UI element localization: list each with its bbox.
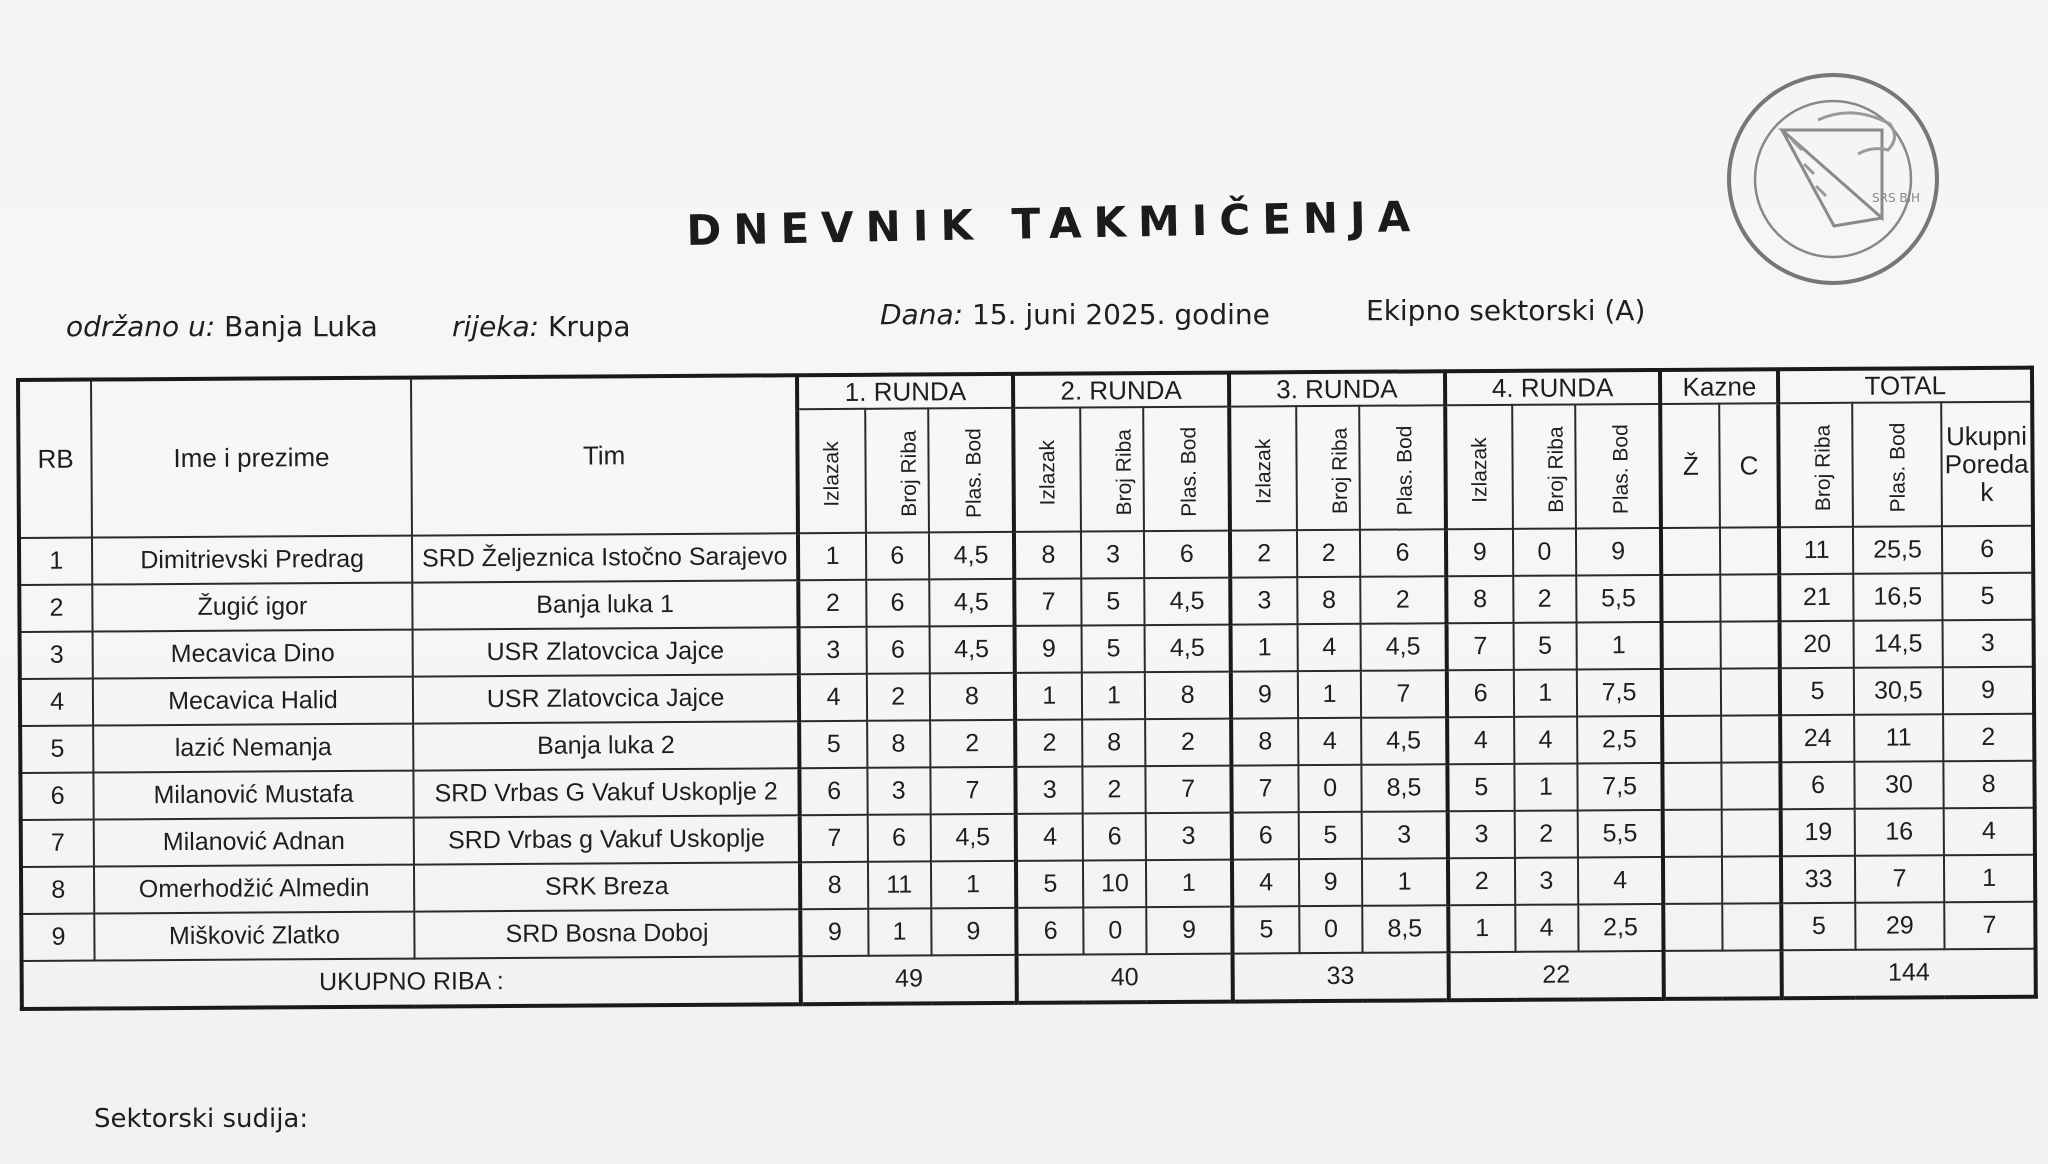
cell-r4-plas-bod: 7,5	[1577, 669, 1663, 717]
subheader-r4-plas-bod	[1575, 404, 1661, 529]
subheader-r2-plas-bod-text: Plas. Bod	[1177, 426, 1202, 517]
cell-r3-izlazak: 7	[1231, 765, 1298, 812]
subheader-ukupni-poredak	[1941, 402, 2033, 527]
cell-r4-plas-bod: 5,5	[1578, 810, 1664, 858]
cell-r2-izlazak: 4	[1016, 813, 1083, 860]
cell-r4-izlazak: 2	[1448, 858, 1515, 905]
header-round-2: 2. RUNDA	[1013, 373, 1229, 408]
cell-name: Žugić igor	[93, 583, 413, 632]
cell-r2-izlazak: 5	[1016, 860, 1083, 907]
cell-rb: 2	[19, 585, 93, 632]
cell-rb: 1	[19, 538, 93, 585]
subheader-kazne-c: C	[1720, 403, 1780, 527]
cell-r3-broj-riba: 0	[1299, 906, 1362, 953]
cell-r4-broj-riba: 2	[1514, 810, 1577, 857]
cell-team: USR Zlatovcica Jajce	[412, 627, 799, 676]
cell-rb: 5	[20, 726, 94, 773]
header-rb: RB	[18, 380, 92, 538]
cell-kazne-z	[1663, 857, 1722, 904]
cell-team: SRD Bosna Doboj	[414, 909, 801, 958]
cell-r3-broj-riba: 0	[1298, 765, 1361, 812]
subheader-kazne-z: Ž	[1661, 404, 1721, 528]
cell-team: SRD Vrbas G Vakuf Uskoplje 2	[413, 768, 800, 817]
subheader-r2-plas-bod	[1144, 407, 1230, 532]
cell-rank: 7	[1944, 902, 2035, 950]
header-round-3: 3. RUNDA	[1229, 371, 1445, 406]
cell-name: Mecavica Halid	[93, 677, 413, 726]
cell-kazne-c	[1721, 621, 1780, 668]
subheader-r2-izlazak	[1013, 407, 1081, 531]
subheader-r2-izlazak-text: Izlazak	[1036, 439, 1060, 505]
subheader-ukupni-line-1: Ukupni	[1945, 420, 2028, 452]
cell-r3-broj-riba: 8	[1297, 577, 1360, 624]
cell-r1-izlazak: 7	[800, 815, 867, 862]
header-round-1: 1. RUNDA	[797, 374, 1013, 409]
cell-total-bod: 30,5	[1853, 667, 1943, 715]
subheader-r3-plas-bod	[1359, 405, 1445, 530]
subheader-r3-broj-riba-text: Broj Riba	[1328, 427, 1353, 514]
cell-r3-plas-bod: 8,5	[1362, 764, 1448, 812]
cell-total-riba: 5	[1780, 668, 1854, 715]
cell-r2-plas-bod: 3	[1146, 813, 1232, 861]
cell-r2-broj-riba: 1	[1082, 672, 1145, 719]
cell-r4-izlazak: 7	[1446, 623, 1513, 670]
cell-total-bod: 25,5	[1853, 526, 1943, 574]
subheader-total-riba-text: Broj Riba	[1811, 424, 1836, 511]
rijeka-label: rijeka:	[452, 310, 540, 343]
cell-r4-broj-riba: 2	[1513, 575, 1576, 622]
cell-r4-broj-riba: 1	[1514, 669, 1577, 716]
cell-r1-broj-riba: 1	[868, 908, 931, 955]
cell-r1-plas-bod: 4,5	[930, 814, 1016, 862]
subheader-total-bod	[1852, 402, 1942, 527]
footer-label: UKUPNO RIBA :	[22, 956, 802, 1009]
cell-rb: 6	[20, 773, 94, 820]
cell-name: Milanović Adnan	[94, 818, 414, 867]
cell-r3-izlazak: 2	[1230, 530, 1297, 577]
cell-r3-plas-bod: 1	[1362, 858, 1448, 906]
cell-total-bod: 7	[1855, 855, 1945, 903]
competition-table	[16, 366, 2038, 1011]
cell-r3-broj-riba: 4	[1298, 624, 1361, 671]
cell-r3-broj-riba: 4	[1298, 718, 1361, 765]
cell-r2-plas-bod: 8	[1145, 672, 1231, 720]
cell-r1-izlazak: 9	[801, 909, 868, 956]
footer-round-4-total: 22	[1448, 951, 1664, 1000]
cell-r2-plas-bod: 7	[1146, 766, 1232, 814]
subheader-r2-broj-riba	[1081, 407, 1145, 531]
cell-r2-broj-riba: 2	[1083, 766, 1146, 813]
cell-r1-izlazak: 8	[800, 862, 867, 909]
association-stamp-icon	[1722, 68, 1944, 290]
cell-r1-broj-riba: 3	[867, 767, 930, 814]
rijeka-value: Krupa	[548, 310, 631, 343]
cell-r3-plas-bod: 8,5	[1362, 905, 1448, 953]
cell-r1-broj-riba: 8	[867, 720, 930, 767]
odrzano-value: Banja Luka	[224, 310, 378, 343]
cell-r3-plas-bod: 4,5	[1361, 623, 1447, 671]
cell-r1-izlazak: 3	[799, 627, 866, 674]
cell-r4-broj-riba: 4	[1515, 904, 1578, 951]
cell-total-riba: 24	[1780, 715, 1854, 762]
river-info	[452, 310, 631, 343]
cell-r4-izlazak: 8	[1446, 576, 1513, 623]
cell-rank: 4	[1944, 808, 2035, 856]
cell-r3-izlazak: 4	[1232, 859, 1299, 906]
cell-r1-izlazak: 4	[799, 674, 866, 721]
cell-r1-broj-riba: 11	[868, 861, 931, 908]
cell-r2-izlazak: 9	[1015, 625, 1082, 672]
subheader-r1-izlazak	[798, 409, 866, 533]
cell-r3-izlazak: 8	[1231, 718, 1298, 765]
cell-rb: 4	[20, 679, 94, 726]
footer-round-3-total: 33	[1232, 952, 1448, 1001]
cell-r4-plas-bod: 9	[1576, 528, 1662, 576]
cell-r1-broj-riba: 6	[866, 579, 929, 626]
cell-kazne-z	[1662, 622, 1721, 669]
cell-rank: 2	[1943, 714, 2034, 762]
cell-kazne-c	[1722, 809, 1781, 856]
cell-r1-izlazak: 1	[798, 533, 865, 580]
cell-r2-plas-bod: 6	[1144, 531, 1230, 579]
header-team: Tim	[411, 375, 799, 535]
cell-rank: 1	[1944, 855, 2035, 903]
cell-r2-broj-riba: 0	[1084, 907, 1147, 954]
cell-r4-plas-bod: 2,5	[1578, 904, 1664, 952]
cell-name: Dimitrievski Predrag	[92, 536, 412, 585]
subheader-r4-broj-riba	[1512, 404, 1576, 528]
cell-total-bod: 29	[1855, 902, 1945, 950]
cell-r2-izlazak: 6	[1016, 907, 1083, 954]
cell-r1-plas-bod: 4,5	[929, 579, 1015, 627]
footer-kazne-total	[1664, 950, 1782, 999]
subheader-r1-izlazak-text: Izlazak	[820, 440, 844, 507]
footer-round-1-total: 49	[801, 955, 1017, 1004]
cell-team: SRD Željeznica Istočno Sarajevo	[412, 533, 799, 582]
cell-r1-plas-bod: 8	[930, 673, 1016, 721]
cell-total-bod: 30	[1854, 761, 1944, 809]
cell-team: Banja luka 2	[413, 721, 800, 770]
cell-r3-plas-bod: 7	[1361, 670, 1447, 718]
cell-r1-broj-riba: 6	[867, 814, 930, 861]
cell-total-bod: 16,5	[1853, 573, 1943, 621]
cell-rb: 3	[20, 632, 94, 679]
cell-r2-broj-riba: 5	[1082, 578, 1145, 625]
subheader-r1-plas-bod-text: Plas. Bod	[961, 427, 986, 518]
cell-total-riba: 11	[1779, 527, 1853, 574]
footer-grand-total: 144	[1782, 949, 2036, 999]
subheader-r4-broj-riba-text: Broj Riba	[1544, 425, 1568, 513]
cell-r2-plas-bod: 9	[1147, 907, 1233, 955]
cell-r3-plas-bod: 6	[1360, 529, 1446, 577]
cell-r4-izlazak: 3	[1447, 811, 1514, 858]
cell-name: Mišković Zlatko	[95, 912, 415, 961]
dana-value: 15. juni 2025. godine	[971, 298, 1270, 331]
cell-r2-broj-riba: 3	[1081, 531, 1144, 578]
cell-rb: 7	[21, 820, 95, 867]
subheader-r2-broj-riba-text: Broj Riba	[1112, 428, 1137, 515]
cell-r1-plas-bod: 2	[930, 720, 1016, 768]
cell-kazne-c	[1723, 903, 1782, 950]
subheader-r4-izlazak	[1445, 405, 1513, 529]
subheader-r3-izlazak-text: Izlazak	[1251, 438, 1276, 504]
cell-total-bod: 16	[1854, 808, 1944, 856]
odrzano-label: održano u:	[66, 310, 216, 343]
stamp-text: SRS BiH	[1872, 191, 1920, 205]
cell-kazne-c	[1721, 668, 1780, 715]
cell-team: USR Zlatovcica Jajce	[413, 674, 800, 723]
cell-rb: 9	[21, 914, 95, 961]
cell-kazne-c	[1720, 527, 1779, 574]
cell-r3-broj-riba: 5	[1299, 812, 1362, 859]
cell-r4-plas-bod: 5,5	[1576, 575, 1662, 623]
cell-r1-izlazak: 5	[800, 721, 867, 768]
cell-r3-broj-riba: 1	[1298, 671, 1361, 718]
page-title: DNEVNIK TAKMIČENJA	[686, 191, 1423, 255]
cell-rank: 8	[1944, 761, 2035, 809]
cell-kazne-z	[1663, 763, 1722, 810]
cell-r4-broj-riba: 4	[1514, 716, 1577, 763]
subheader-ukupni-line-3: k	[1980, 476, 1994, 508]
header-total: TOTAL	[1778, 368, 2032, 404]
cell-rank: 5	[1942, 573, 2033, 621]
cell-r1-plas-bod: 4,5	[929, 532, 1015, 580]
header-kazne: Kazne	[1660, 369, 1778, 404]
subheader-r3-izlazak	[1229, 406, 1297, 530]
cell-r3-broj-riba: 2	[1297, 530, 1360, 577]
cell-rank: 6	[1942, 526, 2033, 574]
cell-kazne-z	[1662, 575, 1721, 622]
cell-r4-plas-bod: 1	[1576, 622, 1662, 670]
subheader-total-bod-text: Plas. Bod	[1885, 421, 1910, 513]
cell-r4-plas-bod: 7,5	[1577, 763, 1663, 811]
subheader-r4-plas-bod-text: Plas. Bod	[1609, 423, 1633, 514]
date-info	[880, 298, 1270, 331]
cell-r2-plas-bod: 2	[1146, 719, 1232, 767]
subheader-r4-izlazak-text: Izlazak	[1467, 436, 1492, 503]
cell-total-riba: 33	[1781, 856, 1855, 903]
cell-r1-plas-bod: 7	[930, 767, 1016, 815]
cell-kazne-z	[1663, 810, 1722, 857]
cell-r4-broj-riba: 3	[1515, 857, 1578, 904]
cell-name: Milanović Mustafa	[94, 771, 414, 820]
cell-r3-broj-riba: 9	[1299, 859, 1362, 906]
cell-kazne-z	[1664, 904, 1723, 951]
cell-r4-broj-riba: 5	[1513, 622, 1576, 669]
cell-r1-izlazak: 2	[799, 580, 866, 627]
cell-r1-plas-bod: 9	[931, 908, 1017, 956]
cell-name: Mecavica Dino	[93, 630, 413, 679]
cell-r3-izlazak: 6	[1232, 812, 1299, 859]
cell-r3-izlazak: 1	[1230, 624, 1297, 671]
cell-total-riba: 6	[1781, 762, 1855, 809]
dana-label: Dana:	[880, 298, 964, 331]
cell-r2-broj-riba: 5	[1082, 625, 1145, 672]
sector-judge-label: Sektorski sudija:	[94, 1104, 309, 1134]
cell-r3-izlazak: 9	[1231, 671, 1298, 718]
cell-team: Banja luka 1	[412, 580, 799, 629]
cell-total-riba: 20	[1780, 621, 1854, 668]
cell-r4-izlazak: 1	[1448, 905, 1515, 952]
subheader-r1-broj-riba-text: Broj Riba	[897, 429, 921, 517]
subheader-ukupni-line-2: Poreda	[1944, 448, 2029, 480]
cell-rb: 8	[21, 867, 95, 914]
cell-r4-izlazak: 9	[1446, 529, 1513, 576]
subheader-r3-plas-bod-text: Plas. Bod	[1393, 425, 1417, 516]
cell-r1-izlazak: 6	[800, 768, 867, 815]
cell-kazne-z	[1662, 669, 1721, 716]
cell-r2-plas-bod: 4,5	[1145, 625, 1231, 673]
cell-r3-izlazak: 3	[1230, 577, 1297, 624]
cell-total-riba: 5	[1782, 903, 1856, 950]
cell-r2-izlazak: 2	[1015, 719, 1082, 766]
footer-round-2-total: 40	[1017, 954, 1233, 1003]
cell-r2-broj-riba: 8	[1082, 719, 1145, 766]
cell-kazne-c	[1721, 574, 1780, 621]
cell-r3-plas-bod: 3	[1362, 811, 1448, 859]
cell-r2-izlazak: 3	[1016, 766, 1083, 813]
cell-kazne-c	[1721, 715, 1780, 762]
competition-type: Ekipno sektorski (A)	[1366, 294, 1646, 327]
cell-kazne-z	[1662, 716, 1721, 763]
cell-r2-izlazak: 7	[1014, 578, 1081, 625]
subheader-r1-plas-bod	[928, 408, 1014, 533]
cell-r3-plas-bod: 4,5	[1361, 717, 1447, 765]
cell-kazne-c	[1722, 856, 1781, 903]
cell-name: lazić Nemanja	[93, 724, 413, 773]
header-name: Ime i prezime	[91, 378, 411, 538]
cell-total-riba: 21	[1780, 574, 1854, 621]
cell-team: SRK Breza	[414, 862, 801, 911]
cell-rank: 3	[1943, 620, 2034, 668]
cell-rank: 9	[1943, 667, 2034, 715]
cell-kazne-z	[1661, 528, 1720, 575]
cell-r3-izlazak: 5	[1232, 906, 1299, 953]
cell-r2-broj-riba: 10	[1083, 860, 1146, 907]
cell-r2-plas-bod: 1	[1146, 860, 1232, 908]
cell-r3-plas-bod: 2	[1360, 576, 1446, 624]
cell-team: SRD Vrbas g Vakuf Uskoplje	[413, 815, 800, 864]
subheader-total-riba	[1779, 403, 1853, 527]
cell-r1-broj-riba: 6	[866, 532, 929, 579]
cell-r2-broj-riba: 6	[1083, 813, 1146, 860]
cell-r4-plas-bod: 2,5	[1577, 716, 1663, 764]
cell-r1-plas-bod: 4,5	[929, 626, 1015, 674]
header-round-4: 4. RUNDA	[1445, 370, 1661, 405]
cell-total-bod: 14,5	[1853, 620, 1943, 668]
cell-total-bod: 11	[1854, 714, 1944, 762]
cell-r2-izlazak: 8	[1014, 531, 1081, 578]
cell-r4-izlazak: 4	[1447, 717, 1514, 764]
subheader-r3-broj-riba	[1296, 406, 1360, 530]
location-info	[66, 310, 378, 343]
cell-total-riba: 19	[1781, 809, 1855, 856]
cell-r1-plas-bod: 1	[931, 861, 1017, 909]
cell-r1-broj-riba: 2	[866, 673, 929, 720]
cell-r4-plas-bod: 4	[1578, 857, 1664, 905]
cell-r1-broj-riba: 6	[866, 626, 929, 673]
cell-r2-izlazak: 1	[1015, 672, 1082, 719]
cell-kazne-c	[1722, 762, 1781, 809]
subheader-r1-broj-riba	[865, 408, 929, 532]
cell-r2-plas-bod: 4,5	[1145, 578, 1231, 626]
cell-r4-izlazak: 6	[1446, 670, 1513, 717]
cell-r4-broj-riba: 0	[1513, 528, 1576, 575]
cell-r4-broj-riba: 1	[1514, 763, 1577, 810]
cell-name: Omerhodžić Almedin	[94, 865, 414, 914]
cell-r4-izlazak: 5	[1447, 764, 1514, 811]
